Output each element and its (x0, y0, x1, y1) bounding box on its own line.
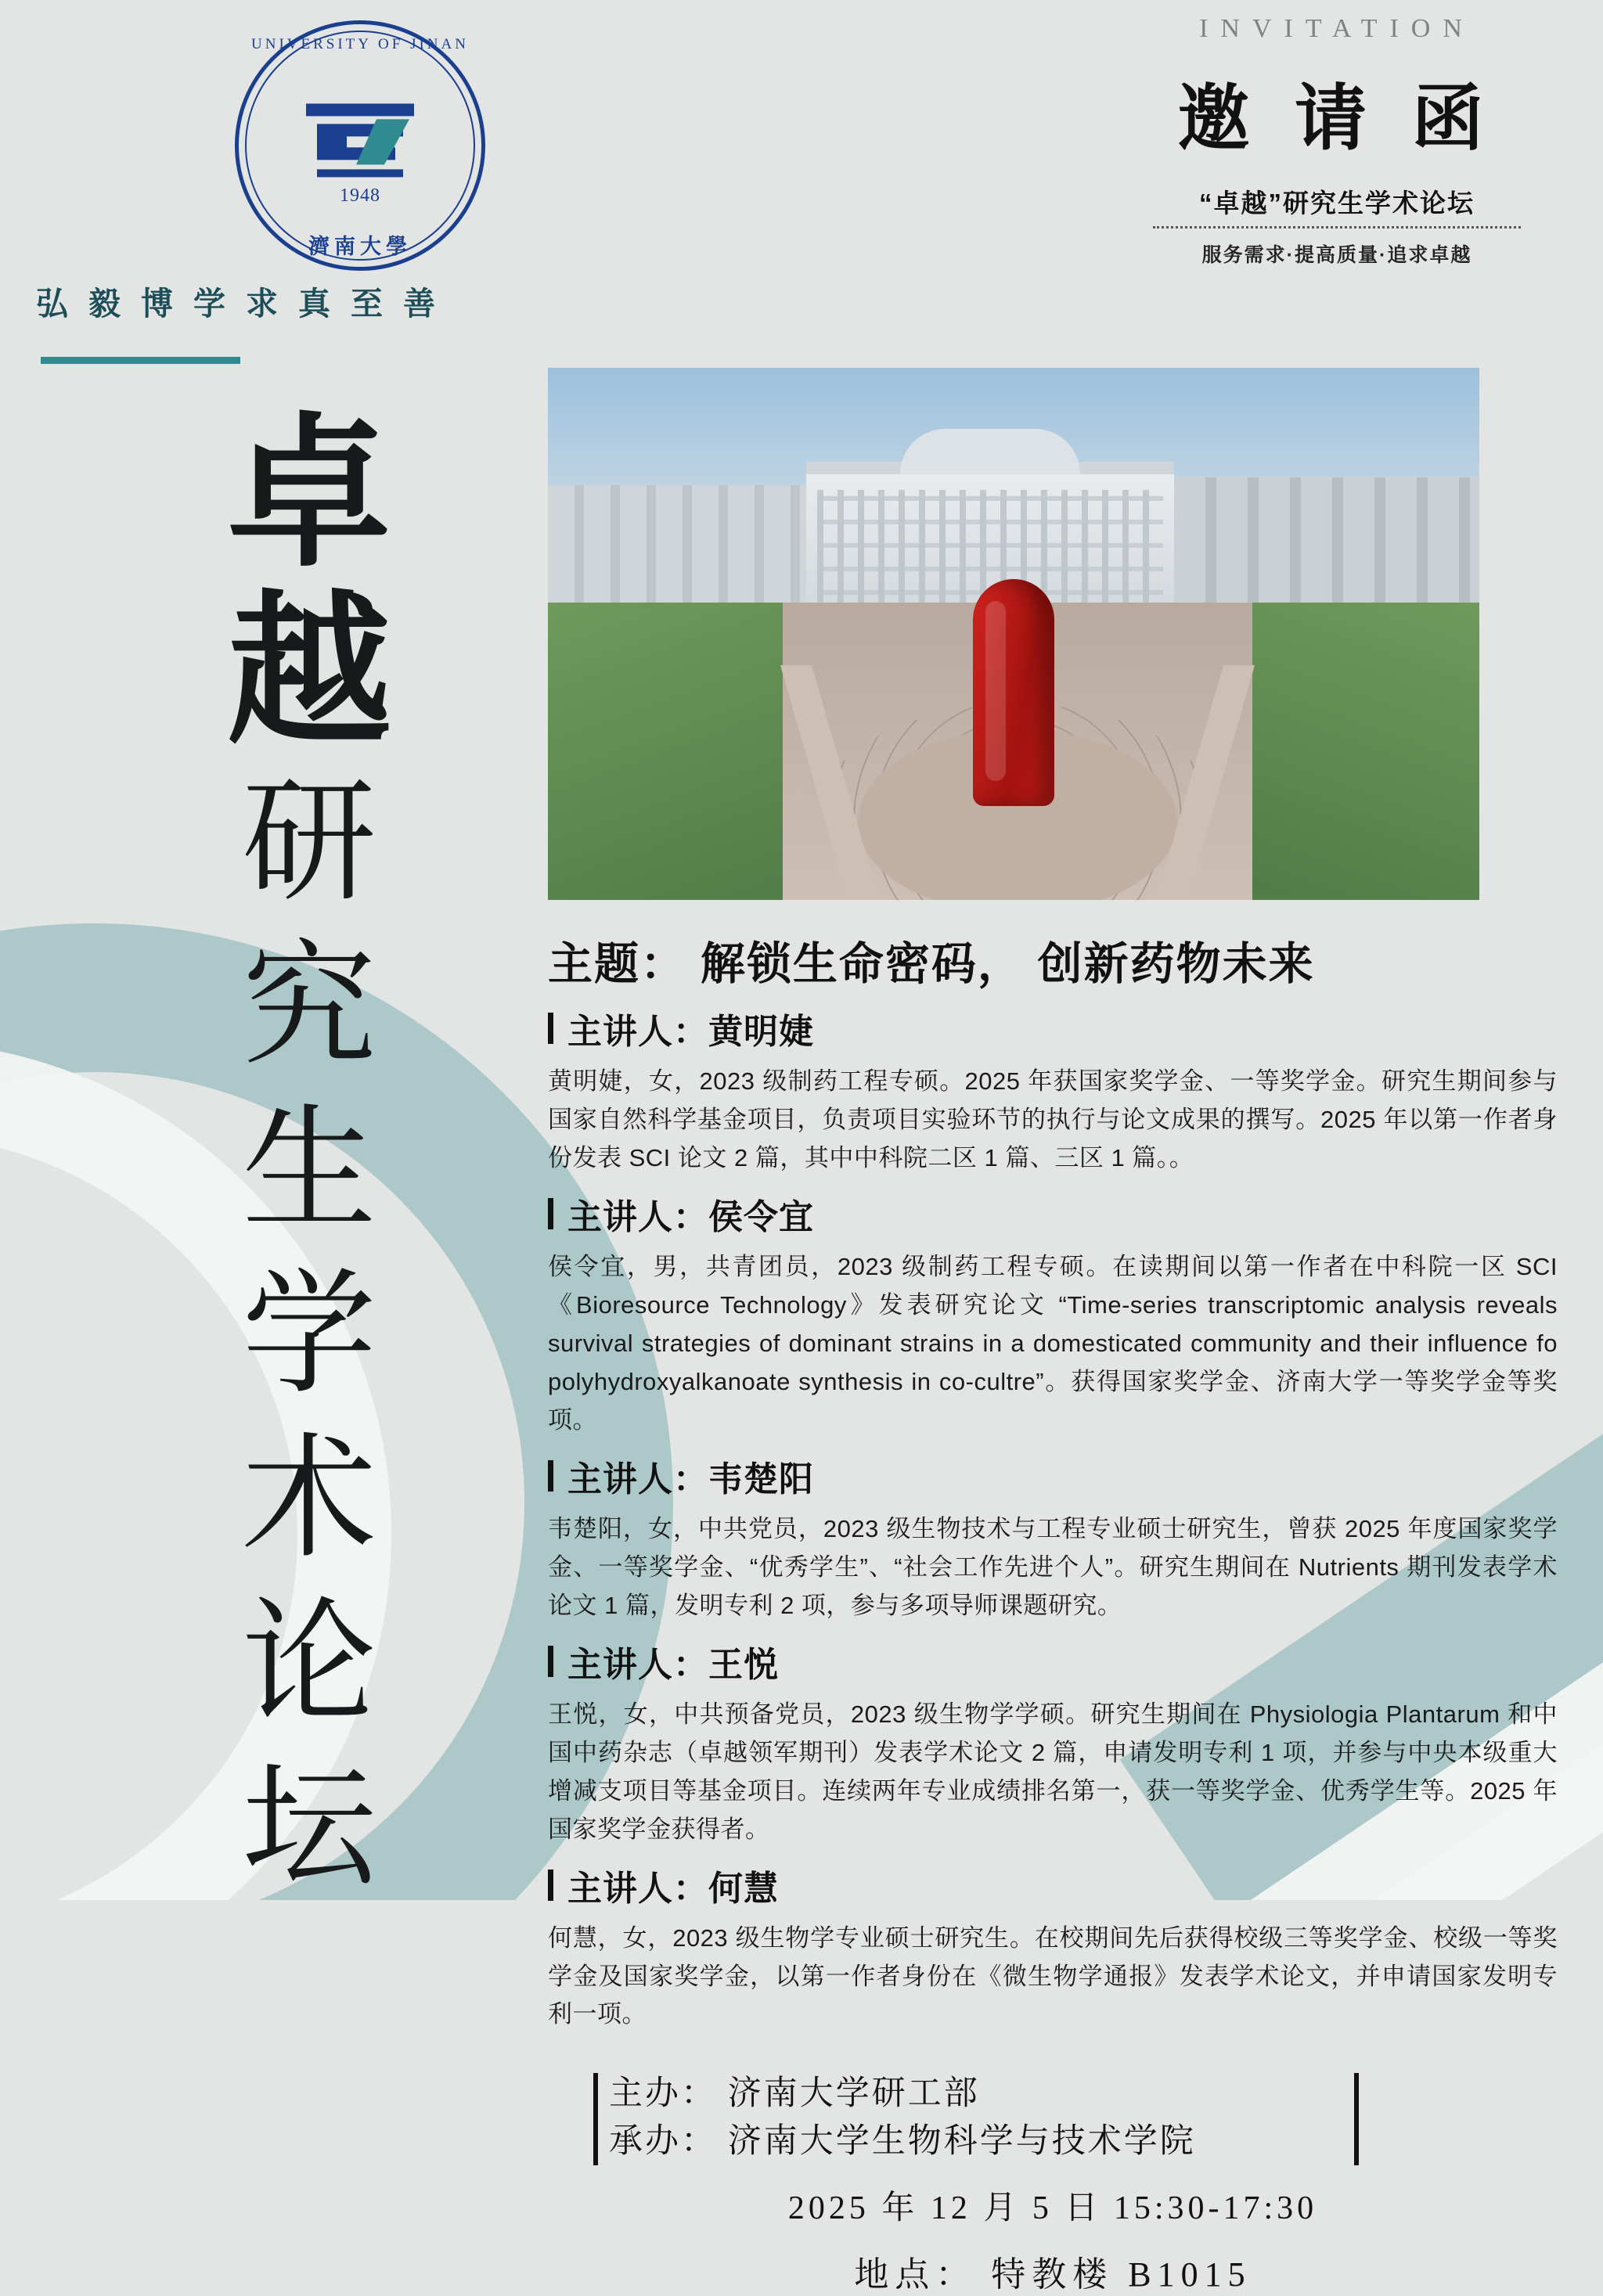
speaker-person-name: 韦楚阳 (708, 1459, 814, 1499)
speaker-bio: 王悦，女，中共预备党员，2023 级生物学学硕。研究生期间在 Physiologia Plantarum 和中国中药杂志（卓越领军期刊）发表学术论文 2 篇，申请发明专利 1 项，并参与中央本级重大增减支项目等基金项目。连续两年专业成绩排名第一，获一等奖学金、优秀学生等。2025 年国家奖学金获得者。 (548, 1700, 1558, 1843)
poster-main-content (548, 368, 1558, 2296)
speaker-label: 主讲人： (567, 1197, 708, 1236)
campus-photo (548, 368, 1479, 900)
photo-city-left (548, 485, 806, 618)
page-title: 主题： 解锁生命密码， 创新药物未来 (548, 939, 1315, 989)
speaker-marker-icon (548, 1013, 553, 1044)
event-location: 地点： 特教楼 B1015 (854, 2255, 1252, 2294)
speaker-block (548, 1451, 1558, 1625)
speaker-block (548, 1636, 1558, 1849)
event-datetime: 2025 年 12 月 5 日 15:30-17:30 (787, 2190, 1318, 2226)
speaker-person-name: 侯令宜 (708, 1197, 814, 1236)
vertical-title-char-6: 学 (242, 1261, 376, 1411)
speaker-label: 主讲人： (567, 1645, 708, 1684)
speaker-bio: 何慧，女，2023 级生物学专业硕士研究生。在校期间先后获得校级三等奖学金、校级一等奖学金及国家奖学金，以第一作者身份在《微生物学通报》发表学术论文，并申请国家发明专利一项。 (548, 1924, 1558, 2028)
forum-name: “卓越”研究生学术论坛 (1199, 189, 1475, 218)
speaker-marker-icon (548, 1460, 553, 1492)
photo-red-sculpture (973, 579, 1054, 806)
logo-english-name: UNIVERSITY OF JINAN (251, 36, 469, 52)
speaker-name (548, 1003, 1558, 1053)
speaker-label: 主讲人： (567, 1013, 708, 1051)
organizer-block (548, 2070, 1558, 2165)
vertical-title-char-2: 越 (226, 581, 391, 764)
co-organizer-line: 承办： 济南大学生物科学与技术学院 (609, 2123, 1196, 2161)
vertical-title-char-8: 论 (242, 1589, 376, 1739)
speaker-label: 主讲人： (567, 1869, 708, 1908)
speaker-person-name: 王悦 (708, 1645, 779, 1684)
speaker-block (548, 1003, 1558, 1178)
vertical-title-char-4: 究 (242, 933, 376, 1082)
speaker-block (548, 1189, 1558, 1440)
vertical-title-char-9: 坛 (242, 1754, 376, 1903)
vertical-title-rest (200, 762, 419, 1912)
logo-chinese-name: 濟南大學 (308, 235, 412, 258)
speaker-name (548, 1451, 1558, 1501)
logo-emblem-icon (301, 97, 419, 183)
speaker-list (548, 1003, 1558, 2034)
university-motto: 弘毅博学求真至善 (36, 286, 456, 322)
speaker-person-name: 黄明婕 (708, 1013, 814, 1051)
speaker-name (548, 1189, 1558, 1239)
organizer-bracket-right (1354, 2073, 1359, 2165)
vertical-title-char-5: 生 (242, 1097, 376, 1247)
motto-underline (41, 357, 240, 364)
vertical-calligraphy-title (200, 407, 419, 1911)
forum-slogan: 服务需求·提高质量·追求卓越 (1201, 244, 1472, 266)
organizer-bracket-left (593, 2073, 598, 2165)
speaker-name (548, 1860, 1558, 1910)
organizer-line: 主办： 济南大学研工部 (609, 2075, 980, 2113)
university-logo (235, 20, 485, 271)
speaker-bio: 侯令宜，男，共青团员，2023 级制药工程专硕。在读期间以第一作者在中科院一区 SCI《Bioresource Technology》发表研究论文 “Time-series transcriptomic analysis reveals survival strategies of dominant strains in a domesticated community and their influence fo polyhydroxyalkanoate synthesis in co-cultre”。获得国家奖学金、济南大学一等奖学金等奖项。 (548, 1252, 1558, 1434)
invitation-english-label: INVITATION (1199, 14, 1475, 43)
speaker-bio: 韦楚阳，女，中共党员，2023 级生物技术与工程专业硕士研究生，曾获 2025 年度国家奖学金、一等奖学金、“优秀学生”、“社会工作先进个人”。研究生期间在 Nutrients 期刊发表学术论文 1 篇，发明专利 2 项，参与多项导师课题研究。 (548, 1514, 1558, 1619)
vertical-title-char-7: 术 (242, 1425, 376, 1574)
vertical-title-char-1: 卓 (226, 405, 391, 586)
speaker-name (548, 1636, 1558, 1686)
logo-founding-year: 1948 (340, 185, 380, 207)
dotted-divider (1153, 226, 1521, 229)
speaker-person-name: 何慧 (708, 1869, 779, 1908)
photo-city-right (1174, 477, 1479, 622)
poster-header (0, 0, 1603, 368)
vertical-title-char-3: 研 (242, 768, 376, 918)
speaker-label: 主讲人： (567, 1459, 708, 1499)
speaker-bio: 黄明婕，女，2023 级制药工程专硕。2025 年获国家奖学金、一等奖学金。研究生期间参与国家自然科学基金项目，负责项目实验环节的执行与论文成果的撰写。2025 年以第一作者身份发表 SCI 论文 2 篇，其中中科院二区 1 篇、三区 1 篇。。 (548, 1067, 1558, 1171)
speaker-marker-icon (548, 1198, 553, 1229)
speaker-marker-icon (548, 1870, 553, 1901)
invitation-title-group (1118, 14, 1556, 268)
speaker-marker-icon (548, 1646, 553, 1677)
speaker-block (548, 1860, 1558, 2035)
invitation-chinese-title: 邀 请 函 (1177, 79, 1497, 159)
